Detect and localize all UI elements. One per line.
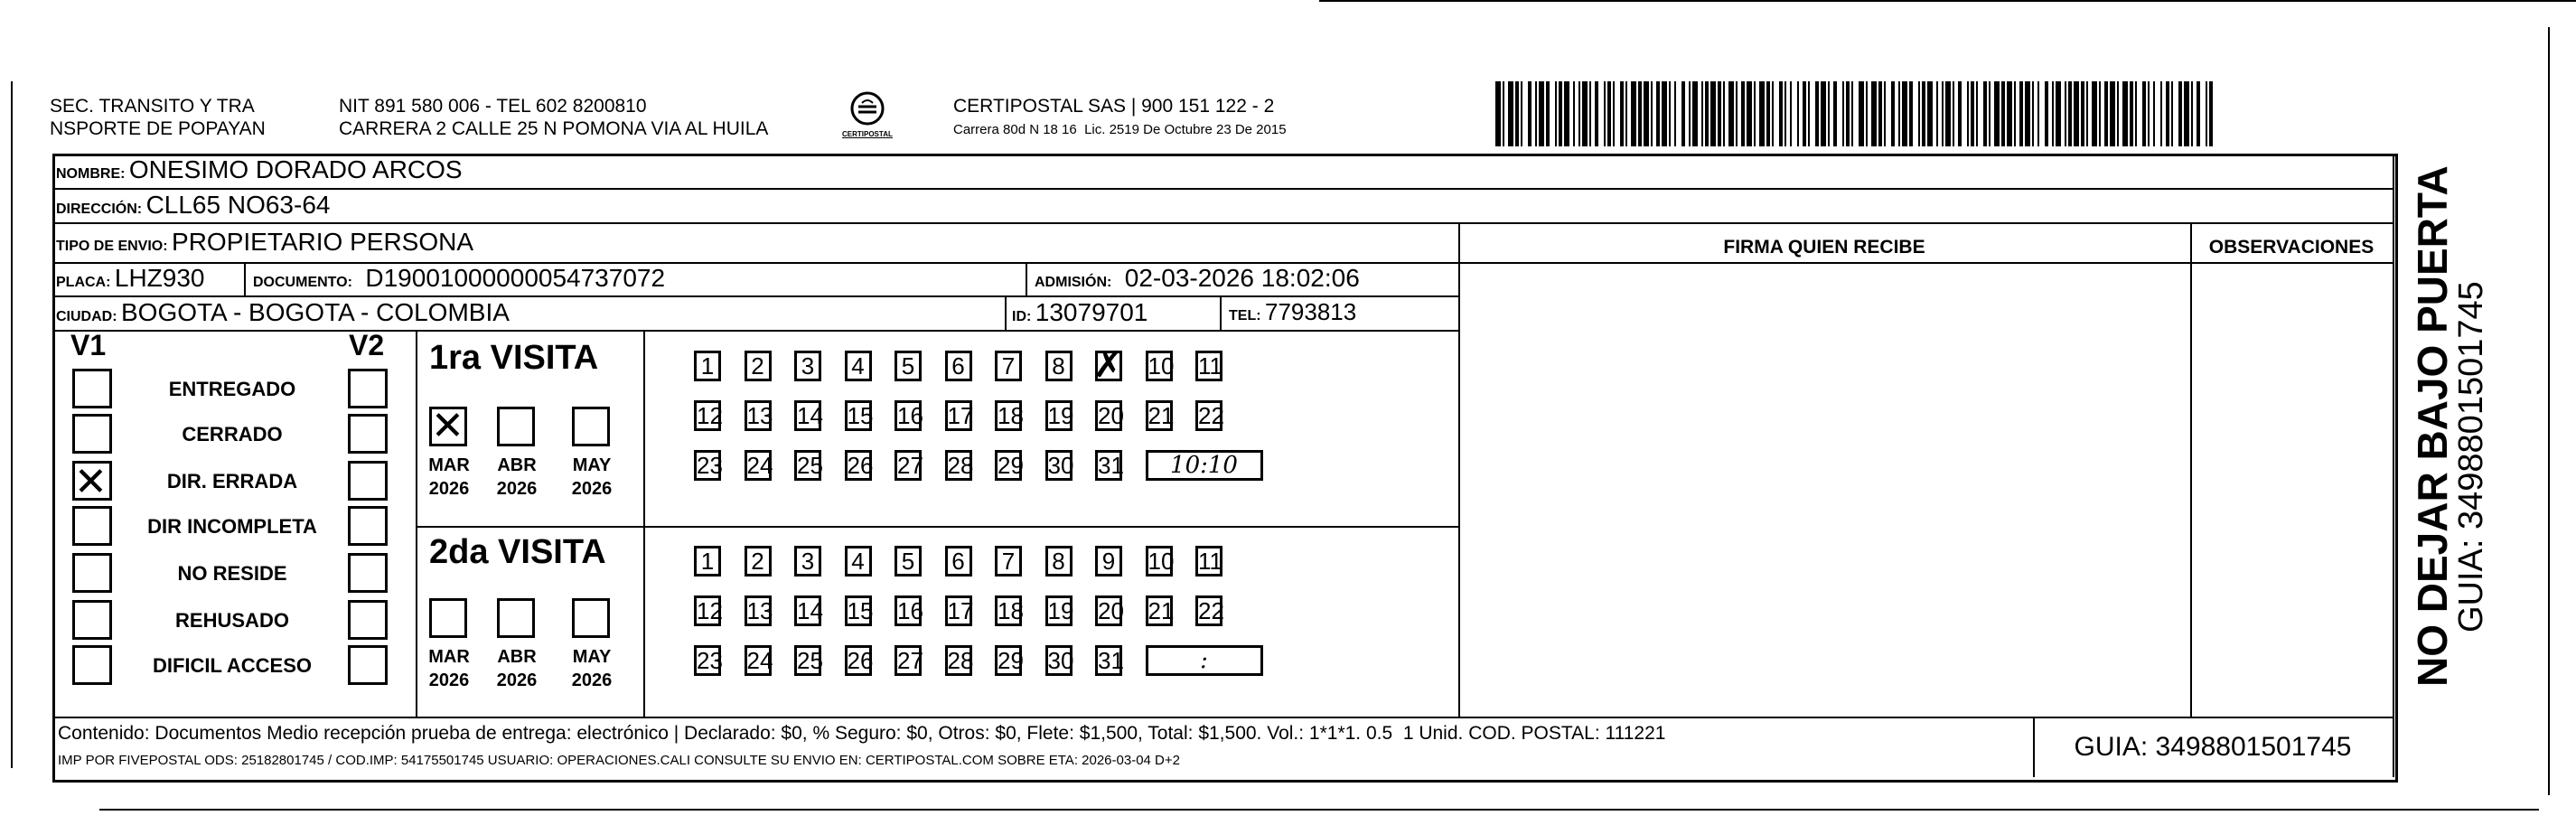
col-line-days <box>643 330 645 717</box>
barcode-bar <box>2130 81 2133 146</box>
day-box[interactable]: 14 <box>794 400 821 431</box>
barcode-bar <box>1681 81 1685 146</box>
barcode-bar <box>2206 81 2207 146</box>
barcode-bar <box>2065 81 2066 146</box>
barcode-bar <box>1936 81 1938 146</box>
certipostal-logo <box>840 89 895 145</box>
year-label: 2026 <box>496 479 538 499</box>
row-line-direccion <box>52 222 2393 224</box>
barcode-bar <box>2032 81 2034 146</box>
barcode-bar <box>1723 81 1725 146</box>
barcode-bar <box>2025 81 2030 146</box>
row-line-nombre <box>52 188 2393 190</box>
barcode-bar <box>1918 81 1920 146</box>
day-box[interactable]: 12 <box>694 595 721 626</box>
barcode-bar <box>1779 81 1783 146</box>
bottom-edge-line <box>99 809 2539 811</box>
status-label: NO RESIDE <box>177 562 287 585</box>
col-line-visits <box>416 330 417 717</box>
col-line-obs <box>2190 222 2192 717</box>
barcode-bar <box>1983 81 1987 146</box>
day-box[interactable]: 26 <box>845 450 872 481</box>
observaciones-header: OBSERVACIONES <box>2208 237 2375 258</box>
barcode-bar <box>1945 81 1951 146</box>
day-box[interactable]: 21 <box>1146 400 1173 431</box>
year-label: 2026 <box>571 670 613 690</box>
v1-header: V1 <box>70 329 107 361</box>
placa-field <box>56 264 205 293</box>
day-box[interactable]: 23 <box>694 450 721 481</box>
barcode-bar <box>1656 81 1660 146</box>
day-box[interactable]: 31 <box>1095 450 1122 481</box>
barcode-bar <box>2001 81 2005 146</box>
barcode-bar <box>2045 81 2048 146</box>
documento-field <box>253 264 665 293</box>
barcode-bar <box>1803 81 1806 146</box>
side-warning: NO DEJAR BAJO PUERTA <box>2409 165 2456 687</box>
barcode-bar <box>1747 81 1752 146</box>
barcode-bar <box>1866 81 1868 146</box>
barcode-bar <box>2148 81 2150 146</box>
barcode-bar <box>2171 81 2173 146</box>
day-box[interactable]: 10 <box>1146 546 1173 577</box>
guia-box-value: GUIA: 3498801501745 <box>2074 732 2352 762</box>
barcode-bar <box>1953 81 1954 146</box>
barcode-bar <box>2099 81 2101 146</box>
month-checkbox[interactable] <box>497 407 535 446</box>
day-box[interactable]: 1 <box>694 546 721 577</box>
day-box[interactable]: 8 <box>1045 351 1073 381</box>
id-field <box>1012 298 1147 327</box>
row-line-ciudad <box>52 330 1458 332</box>
day-box[interactable]: 2 <box>745 351 772 381</box>
left-edge-line <box>11 81 13 768</box>
barcode-bar <box>1710 81 1716 146</box>
day-box[interactable]: 27 <box>895 450 922 481</box>
row-line-placa <box>52 295 1458 297</box>
year-label: 2026 <box>571 479 613 499</box>
barcode-bar <box>2052 81 2054 146</box>
day-box[interactable]: 15 <box>845 400 872 431</box>
barcode-bar <box>1971 81 1974 146</box>
v2-checkbox[interactable] <box>348 553 388 593</box>
barcode-bar <box>1508 81 1513 146</box>
barcode-bar <box>1878 81 1882 146</box>
barcode-bar <box>1967 81 1969 146</box>
nombre-label: NOMBRE: <box>56 166 126 182</box>
day-box[interactable]: 6 <box>945 546 972 577</box>
footer-line1: Contenido: Documentos Medio recepción prueba de entrega: electrónico | Declarado: $0, % Seguro: $0, Otros: $0, Flete: $1,500, Total: $1,500. Vol.: 1*1*1. 0.5 1 Unid. COD. POSTAL: 111221 <box>58 723 1666 744</box>
barcode-bar <box>1651 81 1653 146</box>
sender-name-line2: NSPORTE DE POPAYAN <box>50 118 266 139</box>
day-box[interactable]: 3 <box>794 546 821 577</box>
v2-checkbox[interactable] <box>348 369 388 408</box>
barcode-bar <box>1797 81 1799 146</box>
barcode-bar <box>1669 81 1671 146</box>
day-box[interactable]: 4 <box>845 546 872 577</box>
barcode-bar <box>1604 81 1606 146</box>
day-box[interactable]: 14 <box>794 595 821 626</box>
month-checkbox[interactable] <box>497 598 535 638</box>
day-box[interactable]: 24 <box>745 450 772 481</box>
month-label: MAY <box>572 647 612 667</box>
sender-address: CARRERA 2 CALLE 25 N POMONA VIA AL HUILA <box>339 118 769 139</box>
row-line-footer <box>52 717 2393 718</box>
barcode-bar <box>1808 81 1810 146</box>
documento-label: DOCUMENTO: <box>253 275 352 290</box>
barcode-bar <box>1595 81 1598 146</box>
ciudad-field <box>56 298 510 327</box>
month-x-mark: ✕ <box>431 403 464 449</box>
barcode-bar <box>2068 81 2072 146</box>
barcode-bar <box>1994 81 2000 146</box>
id-value: 13079701 <box>1035 298 1148 326</box>
day-box[interactable]: 19 <box>1045 400 1073 431</box>
placa-label: PLACA: <box>56 275 111 290</box>
barcode-bar <box>1815 81 1819 146</box>
barcode-bar <box>1922 81 1925 146</box>
barcode-bar <box>1766 81 1770 146</box>
barcode-bar <box>2135 81 2137 146</box>
barcode-bar <box>1620 81 1624 146</box>
day-box[interactable]: 7 <box>995 351 1022 381</box>
day-box[interactable]: 11 <box>1195 546 1222 577</box>
barcode-bar <box>1821 81 1826 146</box>
barcode-bar <box>1846 81 1850 146</box>
barcode-bar <box>1884 81 1886 146</box>
barcode-bar <box>1871 81 1877 146</box>
barcode-bar <box>2209 81 2213 146</box>
barcode-bar <box>1644 81 1649 146</box>
barcode-bar <box>1564 81 1569 146</box>
barcode-bar <box>2110 81 2115 146</box>
barcode-bar <box>1631 81 1636 146</box>
barcode-bar <box>2184 81 2189 146</box>
barcode-bar <box>1705 81 1709 146</box>
ciudad-value: BOGOTA - BOGOTA - COLOMBIA <box>121 298 510 326</box>
v1-x-mark: ✕ <box>74 459 108 505</box>
month-label: MAR <box>428 647 470 667</box>
footer-line2: IMP POR FIVEPOSTAL ODS: 25182801745 / COD.IMP: 54175501745 USUARIO: OPERACIONES.CALI CONSULTE SU ENVIO EN: CERTIPOSTAL.COM SOBRE ETA: 2026-03-04 D+2 <box>58 753 1180 768</box>
barcode-bar <box>1535 81 1537 146</box>
barcode-bar <box>2092 81 2097 146</box>
barcode-bar <box>1859 81 1864 146</box>
day-box[interactable]: 25 <box>794 450 821 481</box>
barcode-bar <box>1942 81 1944 146</box>
placa-value: LHZ930 <box>114 264 205 292</box>
tel-label: TEL: <box>1229 308 1261 323</box>
time-box[interactable]: : <box>1146 645 1263 676</box>
ciudad-label: CIUDAD: <box>56 309 117 324</box>
day-box[interactable]: 30 <box>1045 450 1073 481</box>
month-label: MAR <box>428 455 470 475</box>
day-box[interactable]: 15 <box>845 595 872 626</box>
day-box[interactable]: 22 <box>1195 595 1222 626</box>
logo-caption: CERTIPOSTAL <box>842 130 893 138</box>
day-box[interactable]: 17 <box>945 400 972 431</box>
sender-nit: NIT 891 580 006 - TEL 602 8200810 <box>339 96 647 117</box>
day-box[interactable]: 31 <box>1095 645 1122 676</box>
col-line-tel <box>1220 295 1222 330</box>
barcode-bar <box>1582 81 1588 146</box>
v2-checkbox[interactable] <box>348 645 388 685</box>
col-line-placa <box>244 262 246 295</box>
barcode-bar <box>2178 81 2182 146</box>
v1-checkbox[interactable] <box>72 506 112 546</box>
barcode-bar <box>1701 81 1703 146</box>
firma-header: FIRMA QUIEN RECIBE <box>1723 237 1925 258</box>
barcode-bar <box>1728 81 1734 146</box>
day-box[interactable]: 18 <box>995 400 1022 431</box>
day-box[interactable]: 16 <box>895 400 922 431</box>
barcode-bar <box>1521 81 1522 146</box>
barcode-bar <box>1539 81 1544 146</box>
barcode-bar <box>1851 81 1853 146</box>
admision-field <box>1035 264 1360 293</box>
tipo-value: PROPIETARIO PERSONA <box>172 228 474 256</box>
col-line-admision <box>1026 262 1027 295</box>
barcode-bar <box>1638 81 1642 146</box>
barcode-bar <box>2086 81 2088 146</box>
barcode-bar <box>1559 81 1562 146</box>
day-box[interactable]: 11 <box>1195 351 1222 381</box>
year-label: 2026 <box>428 479 470 499</box>
day-box[interactable]: 10 <box>1146 351 1173 381</box>
barcode-bar <box>1759 81 1765 146</box>
day-box[interactable]: 18 <box>995 595 1022 626</box>
col-header-line <box>1458 262 2393 264</box>
col-line-firma <box>1458 222 1460 717</box>
col-line-id <box>1005 295 1007 330</box>
tel-field <box>1229 298 1356 326</box>
barcode-bar <box>1828 81 1830 146</box>
day-box[interactable]: 9 <box>1095 546 1122 577</box>
status-label: DIFICIL ACCESO <box>152 654 312 677</box>
admision-value: 02-03-2026 18:02:06 <box>1124 264 1360 292</box>
barcode-bar <box>2160 81 2162 146</box>
day-box[interactable]: 1 <box>694 351 721 381</box>
barcode-bar <box>1833 81 1837 146</box>
day-box[interactable]: 5 <box>895 351 922 381</box>
barcode-bar <box>1692 81 1698 146</box>
v1-checkbox[interactable] <box>72 600 112 640</box>
barcode-bar <box>1589 81 1591 146</box>
barcode-bar <box>1613 81 1615 146</box>
day-x-mark: ✗ <box>1093 344 1124 386</box>
barcode-bar <box>1927 81 1933 146</box>
day-box[interactable]: 30 <box>1045 645 1073 676</box>
barcode-bar <box>2074 81 2079 146</box>
status-label: REHUSADO <box>175 609 289 632</box>
barcode-bar <box>2117 81 2119 146</box>
col-line-side <box>2393 154 2394 777</box>
v2-checkbox[interactable] <box>348 600 388 640</box>
barcode-bar <box>1754 81 1756 146</box>
v2-checkbox[interactable] <box>348 414 388 454</box>
day-box[interactable]: 27 <box>895 645 922 676</box>
barcode-bar <box>2191 81 2193 146</box>
month-label: ABR <box>497 455 537 475</box>
day-box[interactable]: 19 <box>1045 595 1073 626</box>
day-box[interactable]: 7 <box>995 546 1022 577</box>
day-box[interactable]: 26 <box>845 645 872 676</box>
top-edge-line <box>1319 0 2576 2</box>
day-box[interactable]: 29 <box>995 645 1022 676</box>
month-checkbox[interactable] <box>429 598 467 638</box>
id-label: ID: <box>1012 309 1032 324</box>
barcode-bar <box>1515 81 1519 146</box>
v1-checkbox[interactable] <box>72 553 112 593</box>
barcode-bar <box>1689 81 1691 146</box>
tel-value: 7793813 <box>1265 298 1357 325</box>
barcode-bar <box>1741 81 1745 146</box>
barcode-bar <box>1718 81 1721 146</box>
barcode-bar <box>1528 81 1532 146</box>
barcode <box>1495 81 2218 146</box>
v1-checkbox[interactable] <box>72 645 112 685</box>
day-box[interactable]: 6 <box>945 351 972 381</box>
direccion-label: DIRECCIÓN: <box>56 202 143 217</box>
barcode-bar <box>2166 81 2169 146</box>
direccion-value: CLL65 NO63-64 <box>145 191 331 219</box>
barcode-bar <box>2122 81 2128 146</box>
first-visit-title: 1ra VISITA <box>429 339 599 377</box>
v2-header: V2 <box>349 329 385 361</box>
v2-checkbox[interactable] <box>348 506 388 546</box>
year-label: 2026 <box>496 670 538 690</box>
barcode-bar <box>2153 81 2155 146</box>
day-box[interactable]: 28 <box>945 645 972 676</box>
barcode-bar <box>1958 81 1962 146</box>
day-box[interactable]: 21 <box>1146 595 1173 626</box>
day-box[interactable]: 23 <box>694 645 721 676</box>
day-box[interactable]: 28 <box>945 450 972 481</box>
barcode-bar <box>2019 81 2023 146</box>
day-box[interactable]: 5 <box>895 546 922 577</box>
tipo-field <box>56 228 473 257</box>
month-label: ABR <box>497 647 537 667</box>
day-box[interactable]: 13 <box>745 400 772 431</box>
day-box[interactable]: 2 <box>745 546 772 577</box>
barcode-bar <box>1790 81 1792 146</box>
barcode-bar <box>2197 81 2200 146</box>
barcode-bar <box>1976 81 1978 146</box>
nombre-value: ONESIMO DORADO ARCOS <box>128 155 463 183</box>
year-label: 2026 <box>428 670 470 690</box>
barcode-bar <box>2104 81 2108 146</box>
barcode-bar <box>1503 81 1504 146</box>
day-box[interactable]: 20 <box>1095 595 1122 626</box>
barcode-bar <box>2037 81 2039 146</box>
direccion-field <box>56 191 330 220</box>
barcode-bar <box>1546 81 1550 146</box>
barcode-bar <box>1898 81 1900 146</box>
barcode-bar <box>1989 81 1991 146</box>
barcode-bar <box>1495 81 1501 146</box>
second-visit-title: 2da VISITA <box>429 533 606 571</box>
sender-name-line1: SEC. TRANSITO Y TRA <box>50 96 255 117</box>
month-label: MAY <box>572 455 612 475</box>
status-label: ENTREGADO <box>168 378 296 400</box>
month-checkbox[interactable] <box>572 598 610 638</box>
barcode-bar <box>1909 81 1913 146</box>
barcode-bar <box>1625 81 1627 146</box>
barcode-bar <box>2081 81 2084 146</box>
barcode-bar <box>2014 81 2016 146</box>
v2-checkbox[interactable] <box>348 461 388 501</box>
barcode-bar <box>2007 81 2012 146</box>
right-edge-line <box>2548 27 2550 795</box>
barcode-bar <box>1772 81 1774 146</box>
day-box[interactable]: 12 <box>694 400 721 431</box>
company-name: CERTIPOSTAL SAS | 900 151 122 - 2 <box>953 96 1275 117</box>
day-box[interactable]: 29 <box>995 450 1022 481</box>
month-checkbox[interactable] <box>572 407 610 446</box>
admision-label: ADMISIÓN: <box>1035 275 1112 290</box>
day-box[interactable]: 20 <box>1095 400 1122 431</box>
day-box[interactable]: 4 <box>845 351 872 381</box>
day-box[interactable]: 25 <box>794 645 821 676</box>
day-box[interactable]: 8 <box>1045 546 1073 577</box>
v1-checkbox[interactable] <box>72 369 112 408</box>
day-box[interactable]: 24 <box>745 645 772 676</box>
barcode-bar <box>1578 81 1580 146</box>
day-box[interactable]: 17 <box>945 595 972 626</box>
status-label: CERRADO <box>182 423 283 445</box>
barcode-bar <box>1573 81 1575 146</box>
side-guia: GUIA: 3498801501745 <box>2452 281 2490 633</box>
v1-checkbox[interactable] <box>72 414 112 454</box>
barcode-bar <box>2142 81 2146 146</box>
barcode-bar <box>1784 81 1786 146</box>
day-box[interactable]: 22 <box>1195 400 1222 431</box>
barcode-bar <box>1607 81 1611 146</box>
tipo-label: TIPO DE ENVIO: <box>56 239 168 254</box>
barcode-bar <box>1736 81 1738 146</box>
barcode-bar <box>2056 81 2061 146</box>
barcode-bar <box>1902 81 1907 146</box>
barcode-bar <box>1891 81 1895 146</box>
nombre-field <box>56 155 463 184</box>
barcode-bar <box>1662 81 1667 146</box>
day-box[interactable]: 16 <box>895 595 922 626</box>
day-box[interactable]: 3 <box>794 351 821 381</box>
company-license: Carrera 80d N 18 16 Lic. 2519 De Octubre 23 De 2015 <box>953 122 1287 137</box>
status-label: DIR INCOMPLETA <box>147 515 317 538</box>
documento-value: D19001000000054737072 <box>365 264 666 292</box>
day-box[interactable]: 13 <box>745 595 772 626</box>
time-box[interactable]: 10:10 <box>1146 450 1263 481</box>
barcode-bar <box>1842 81 1844 146</box>
row-line-visit-split <box>416 526 1458 528</box>
barcode-bar <box>1555 81 1557 146</box>
barcode-bar <box>1674 81 1676 146</box>
status-label: DIR. ERRADA <box>166 470 298 492</box>
